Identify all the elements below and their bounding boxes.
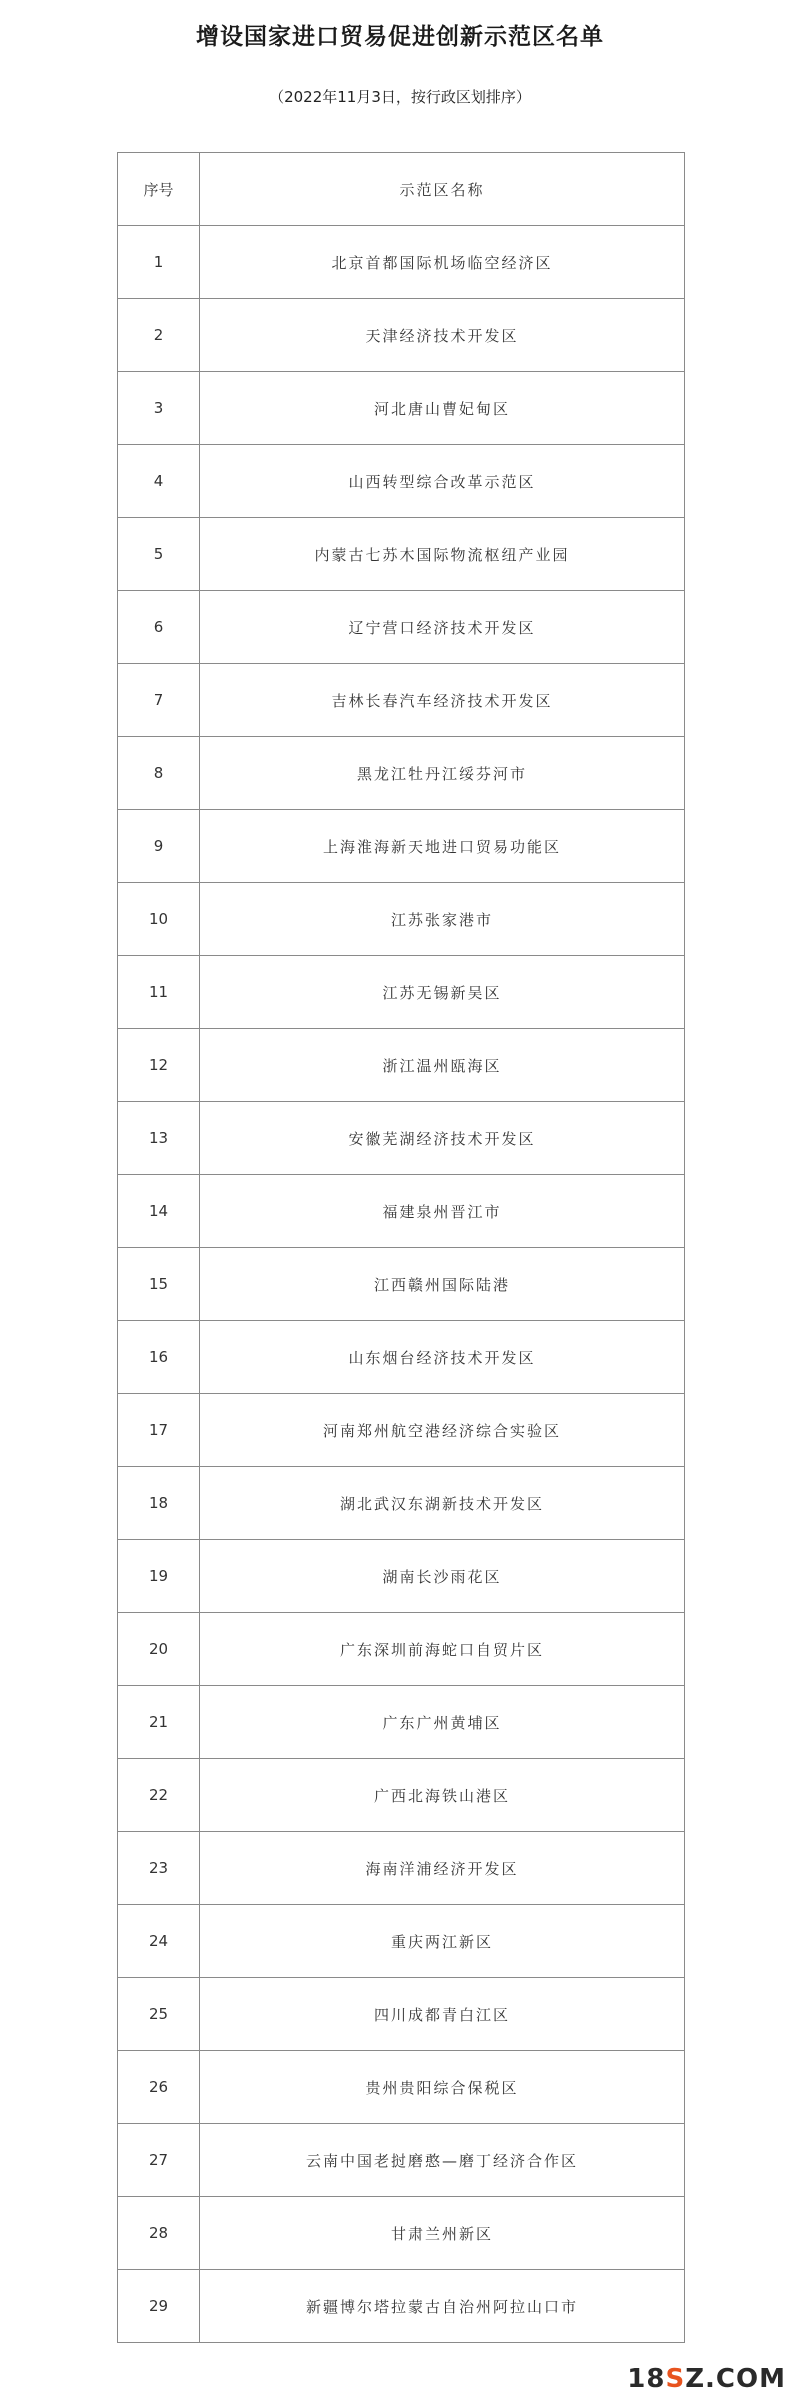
zone-name: 山西转型综合改革示范区 [200, 445, 685, 518]
zone-name: 山东烟台经济技术开发区 [200, 1321, 685, 1394]
table-row [118, 1248, 685, 1321]
zone-name: 江苏张家港市 [200, 883, 685, 956]
table-row [118, 1321, 685, 1394]
row-number: 20 [118, 1613, 200, 1686]
table-row [118, 1394, 685, 1467]
row-number: 23 [118, 1832, 200, 1905]
zone-name: 北京首都国际机场临空经济区 [200, 226, 685, 299]
table-row [118, 1613, 685, 1686]
row-number: 18 [118, 1467, 200, 1540]
row-number: 5 [118, 518, 200, 591]
table-row [118, 2124, 685, 2197]
table-row [118, 1175, 685, 1248]
header-number: 序号 [118, 153, 200, 226]
zone-name: 湖南长沙雨花区 [200, 1540, 685, 1613]
row-number: 14 [118, 1175, 200, 1248]
table-row [118, 2051, 685, 2124]
table-row [118, 883, 685, 956]
row-number: 28 [118, 2197, 200, 2270]
row-number: 9 [118, 810, 200, 883]
table-row [118, 1978, 685, 2051]
table-row [118, 737, 685, 810]
row-number: 19 [118, 1540, 200, 1613]
header-zone-name: 示范区名称 [200, 153, 685, 226]
document-subtitle: （2022年11月3日，按行政区划排序） [269, 88, 531, 106]
table-row [118, 664, 685, 737]
row-number: 29 [118, 2270, 200, 2343]
zone-name: 四川成都青白江区 [200, 1978, 685, 2051]
zone-name: 海南洋浦经济开发区 [200, 1832, 685, 1905]
row-number: 2 [118, 299, 200, 372]
table-row [118, 518, 685, 591]
zone-name: 重庆两江新区 [200, 1905, 685, 1978]
watermark-prefix: 18 [627, 2364, 666, 2394]
row-number: 8 [118, 737, 200, 810]
zone-name: 广东广州黄埔区 [200, 1686, 685, 1759]
table-row [118, 1686, 685, 1759]
row-number: 16 [118, 1321, 200, 1394]
document-title: 增设国家进口贸易促进创新示范区名单 [196, 24, 604, 50]
zone-name: 上海淮海新天地进口贸易功能区 [200, 810, 685, 883]
table-row [118, 1759, 685, 1832]
table-row [118, 2197, 685, 2270]
row-number: 27 [118, 2124, 200, 2197]
row-number: 12 [118, 1029, 200, 1102]
zone-name: 天津经济技术开发区 [200, 299, 685, 372]
zone-name: 云南中国老挝磨憨—磨丁经济合作区 [200, 2124, 685, 2197]
row-number: 17 [118, 1394, 200, 1467]
watermark-accent: S [665, 2364, 686, 2394]
zone-name: 浙江温州瓯海区 [200, 1029, 685, 1102]
zone-name: 甘肃兰州新区 [200, 2197, 685, 2270]
row-number: 24 [118, 1905, 200, 1978]
table-row [118, 1832, 685, 1905]
zone-name: 河北唐山曹妃甸区 [200, 372, 685, 445]
table-header-row [118, 153, 685, 226]
zone-name: 广东深圳前海蛇口自贸片区 [200, 1613, 685, 1686]
zone-name: 江西赣州国际陆港 [200, 1248, 685, 1321]
table-row [118, 1029, 685, 1102]
table-row [118, 810, 685, 883]
row-number: 11 [118, 956, 200, 1029]
table-row [118, 299, 685, 372]
table-row [118, 1467, 685, 1540]
row-number: 3 [118, 372, 200, 445]
site-watermark-logo [627, 2364, 786, 2394]
table-row [118, 591, 685, 664]
zone-name: 广西北海铁山港区 [200, 1759, 685, 1832]
watermark-suffix: Z.COM [685, 2364, 786, 2394]
table-row [118, 1540, 685, 1613]
zone-name: 新疆博尔塔拉蒙古自治州阿拉山口市 [200, 2270, 685, 2343]
row-number: 25 [118, 1978, 200, 2051]
zone-name: 福建泉州晋江市 [200, 1175, 685, 1248]
demonstration-zone-table [117, 152, 685, 2343]
row-number: 21 [118, 1686, 200, 1759]
zone-name: 江苏无锡新吴区 [200, 956, 685, 1029]
row-number: 22 [118, 1759, 200, 1832]
table-row [118, 1905, 685, 1978]
zone-name: 内蒙古七苏木国际物流枢纽产业园 [200, 518, 685, 591]
row-number: 1 [118, 226, 200, 299]
zone-name: 安徽芜湖经济技术开发区 [200, 1102, 685, 1175]
table-body [118, 226, 685, 2343]
table-row [118, 1102, 685, 1175]
table-row [118, 445, 685, 518]
table-row [118, 956, 685, 1029]
row-number: 7 [118, 664, 200, 737]
zone-name: 黑龙江牡丹江绥芬河市 [200, 737, 685, 810]
zone-name: 辽宁营口经济技术开发区 [200, 591, 685, 664]
row-number: 6 [118, 591, 200, 664]
row-number: 10 [118, 883, 200, 956]
row-number: 13 [118, 1102, 200, 1175]
table-row [118, 2270, 685, 2343]
zone-name: 湖北武汉东湖新技术开发区 [200, 1467, 685, 1540]
row-number: 26 [118, 2051, 200, 2124]
zone-name: 贵州贵阳综合保税区 [200, 2051, 685, 2124]
row-number: 15 [118, 1248, 200, 1321]
zone-name: 吉林长春汽车经济技术开发区 [200, 664, 685, 737]
table-row [118, 372, 685, 445]
zone-name: 河南郑州航空港经济综合实验区 [200, 1394, 685, 1467]
table-row [118, 226, 685, 299]
row-number: 4 [118, 445, 200, 518]
